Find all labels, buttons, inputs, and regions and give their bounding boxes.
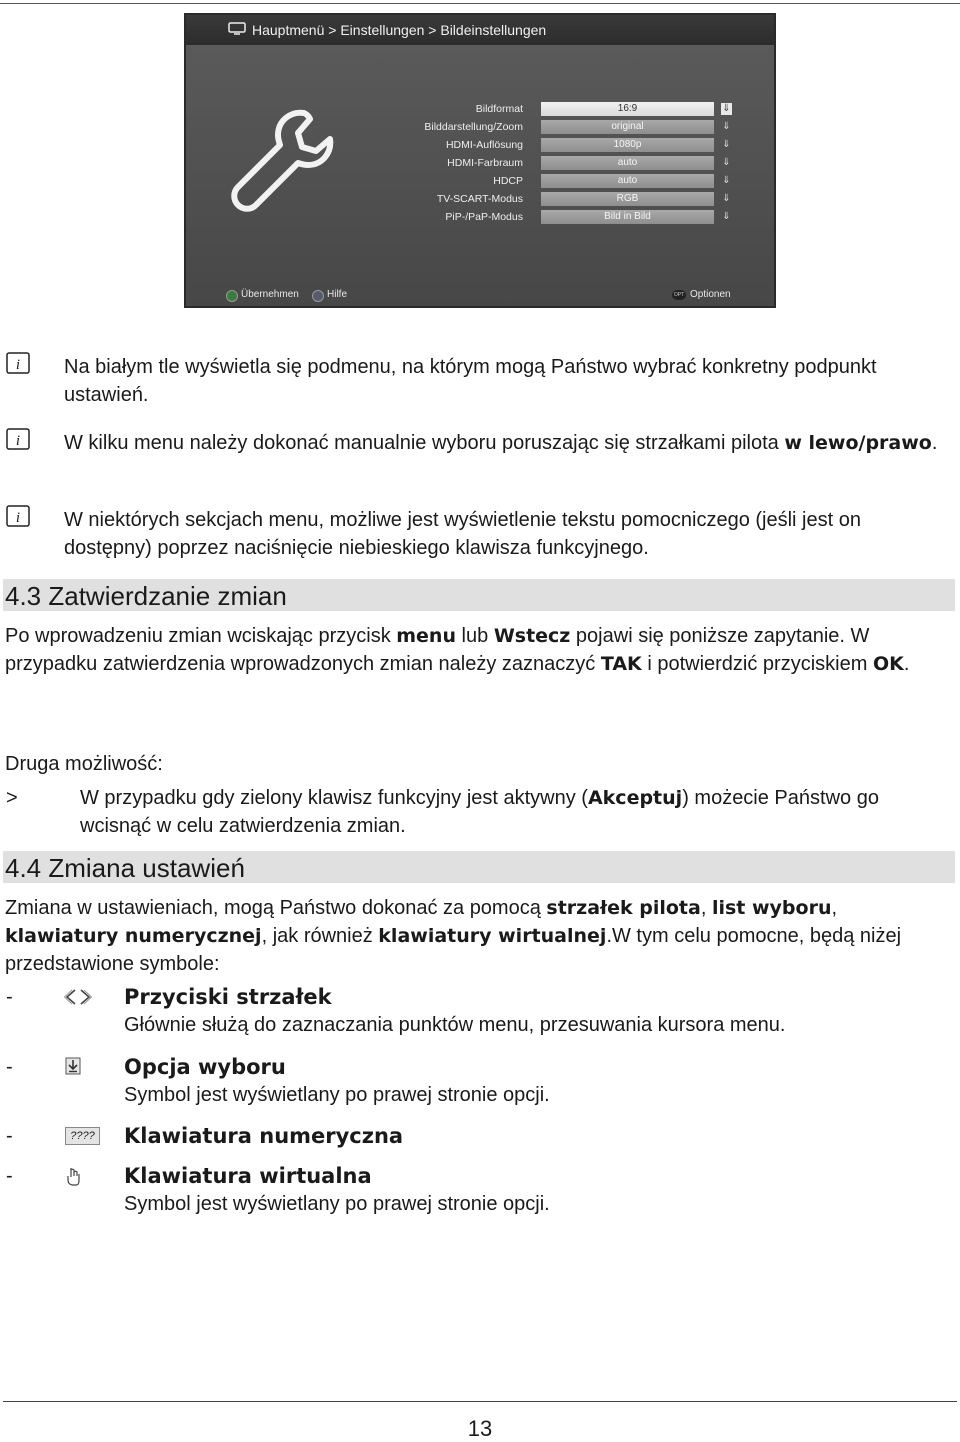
section-4-3-paragraph [5, 622, 955, 678]
text: , [831, 897, 838, 919]
setting-value[interactable]: Bild in Bild [541, 210, 714, 224]
section-4-3-bullet [80, 784, 940, 840]
list-dash: - [6, 1125, 13, 1147]
text: , [700, 897, 712, 919]
setting-label: PiP-/PaP-Modus [445, 211, 523, 223]
setting-value[interactable]: auto [541, 174, 714, 188]
yes-text: TAK [600, 653, 642, 675]
blue-button-label: Hilfe [327, 289, 348, 300]
setting-row-bildformat[interactable] [376, 100, 736, 118]
bold-term: klawiatury wirtualnej [378, 925, 607, 947]
text: lub [456, 625, 494, 647]
text: . [903, 653, 910, 675]
setting-row-zoom[interactable] [376, 118, 736, 136]
selection-arrow-icon[interactable]: ⇓ [722, 211, 731, 222]
note-3-text: W niektórych sekcjach menu, możliwe jest wyświetlenie tekstu pomocniczego (jeśli jest on dostępny) poprzez naciśnięcie niebieskiego klawisza funkcyjnego. [64, 509, 861, 559]
list-dash: - [6, 986, 13, 1008]
accept-text: Akceptuj [587, 787, 683, 809]
opt-button-icon[interactable]: OPT [673, 292, 685, 298]
green-button-label: Übernehmen [241, 289, 299, 300]
symbol-title: Opcja wyboru [124, 1055, 286, 1079]
bold-term: list wyboru [711, 897, 832, 919]
text: .W tym celu pomocne, będą niżej przedstawione symbole: [5, 925, 902, 975]
setting-value[interactable]: RGB [541, 192, 714, 206]
setting-label: HDMI-Farbraum [447, 157, 523, 169]
text: W przypadku gdy zielony klawisz funkcyjny jest aktywny ( [80, 787, 588, 809]
selection-list-icon [65, 1057, 81, 1075]
svg-text:i: i [15, 510, 21, 526]
tv-header [186, 15, 774, 45]
back-key-text: Wstecz [493, 625, 571, 647]
wrench-icon [226, 107, 338, 219]
section-heading-4-3: 4.3 Zatwierdzanie zmian [3, 579, 955, 611]
info-icon [6, 352, 30, 374]
selection-arrow-icon[interactable]: ⇓ [722, 121, 731, 132]
note-2-text: W kilku menu należy dokonać manualnie wyboru poruszając się strzałkami pilota [64, 432, 785, 454]
note-text [64, 353, 944, 409]
selection-arrow-icon[interactable]: ⇓ [722, 139, 731, 150]
setting-value[interactable]: original [541, 120, 714, 134]
text: i potwierdzić przyciskiem [641, 653, 873, 675]
top-rule [0, 3, 960, 4]
svg-text:i: i [15, 433, 21, 449]
setting-label: TV-SCART-Modus [436, 193, 523, 205]
note-text [64, 506, 944, 562]
symbol-description: Symbol jest wyświetlany po prawej stronie opcji. [124, 1193, 550, 1215]
tv-icon [228, 22, 246, 35]
text: , jak również [261, 925, 379, 947]
section-heading-4-4: 4.4 Zmiana ustawień [3, 851, 955, 883]
list-dash: - [6, 1165, 13, 1187]
footer-rule [3, 1401, 957, 1402]
numeric-keypad-icon: ???? [65, 1127, 100, 1145]
blue-button-icon[interactable] [312, 290, 324, 302]
options-label: Optionen [690, 289, 731, 300]
bold-term: strzałek pilota [546, 897, 701, 919]
virtual-keyboard-icon [65, 1166, 81, 1186]
selection-arrow-icon[interactable]: ⇓ [722, 157, 731, 168]
setting-label: HDMI-Auflösung [445, 139, 523, 151]
settings-list [376, 100, 736, 226]
text: ) możecie Państwo go wcisnąć w celu zatwierdzenia zmian. [80, 787, 879, 837]
symbol-title: Klawiatura numeryczna [124, 1124, 404, 1148]
selection-arrow-icon[interactable]: ⇓ [722, 193, 731, 204]
tv-breadcrumb: Hauptmenü > Einstellungen > Bildeinstellungen [252, 22, 547, 38]
symbol-description: Głównie służą do zaznaczania punktów menu, przesuwania kursora menu. [124, 1014, 786, 1036]
section-4-3-alternative: Druga możliwość: [5, 753, 163, 775]
section-4-4-paragraph [5, 894, 955, 978]
ok-key-text: OK [872, 653, 904, 675]
symbol-title: Klawiatura wirtualna [124, 1164, 372, 1188]
setting-value[interactable]: 1080p [541, 138, 714, 152]
info-icon [6, 505, 30, 527]
setting-label: Bilddarstellung/Zoom [424, 121, 523, 133]
info-icon [6, 428, 30, 450]
text: Po wprowadzeniu zmian wciskając przycisk [5, 625, 397, 647]
green-button-icon[interactable] [226, 290, 238, 302]
selection-arrow-icon[interactable]: ⇓ [722, 175, 731, 186]
setting-row-hdmi-colorspace[interactable] [376, 154, 736, 172]
selection-arrow-icon[interactable]: ⇓ [722, 103, 731, 114]
note-text [64, 429, 944, 457]
note-2-bold: w lewo/prawo [784, 432, 932, 454]
text: pojawi się poniższe zapytanie. W przypadku zatwierdzenia wprowadzonych zmian należy zaznaczyć [5, 625, 870, 675]
bullet-marker: > [6, 787, 18, 809]
tv-footer [186, 284, 774, 306]
symbol-description: Symbol jest wyświetlany po prawej stronie opcji. [124, 1084, 550, 1106]
bold-term: klawiatury numerycznej [5, 925, 262, 947]
setting-row-hdmi-resolution[interactable] [376, 136, 736, 154]
svg-text:i: i [15, 357, 21, 373]
setting-label: HDCP [493, 175, 523, 187]
arrow-keys-icon [64, 988, 92, 1006]
menu-key-text: menu [396, 625, 456, 647]
page-number: 13 [467, 1416, 493, 1441]
note-1-text: Na białym tle wyświetla się podmenu, na którym mogą Państwo wybrać konkretny podpunkt ustawień. [64, 356, 877, 406]
symbol-title: Przyciski strzałek [124, 985, 332, 1009]
note-2-end: . [931, 432, 938, 454]
setting-row-hdcp[interactable] [376, 172, 736, 190]
setting-value[interactable]: 16:9 [541, 102, 714, 116]
setting-value[interactable]: auto [541, 156, 714, 170]
text: Zmiana w ustawieniach, mogą Państwo dokonać za pomocą [5, 897, 547, 919]
setting-label: Bildformat [475, 103, 523, 115]
list-dash: - [6, 1056, 13, 1078]
setting-row-pip[interactable] [376, 208, 736, 226]
setting-row-scart[interactable] [376, 190, 736, 208]
tv-menu-screenshot [184, 13, 776, 308]
